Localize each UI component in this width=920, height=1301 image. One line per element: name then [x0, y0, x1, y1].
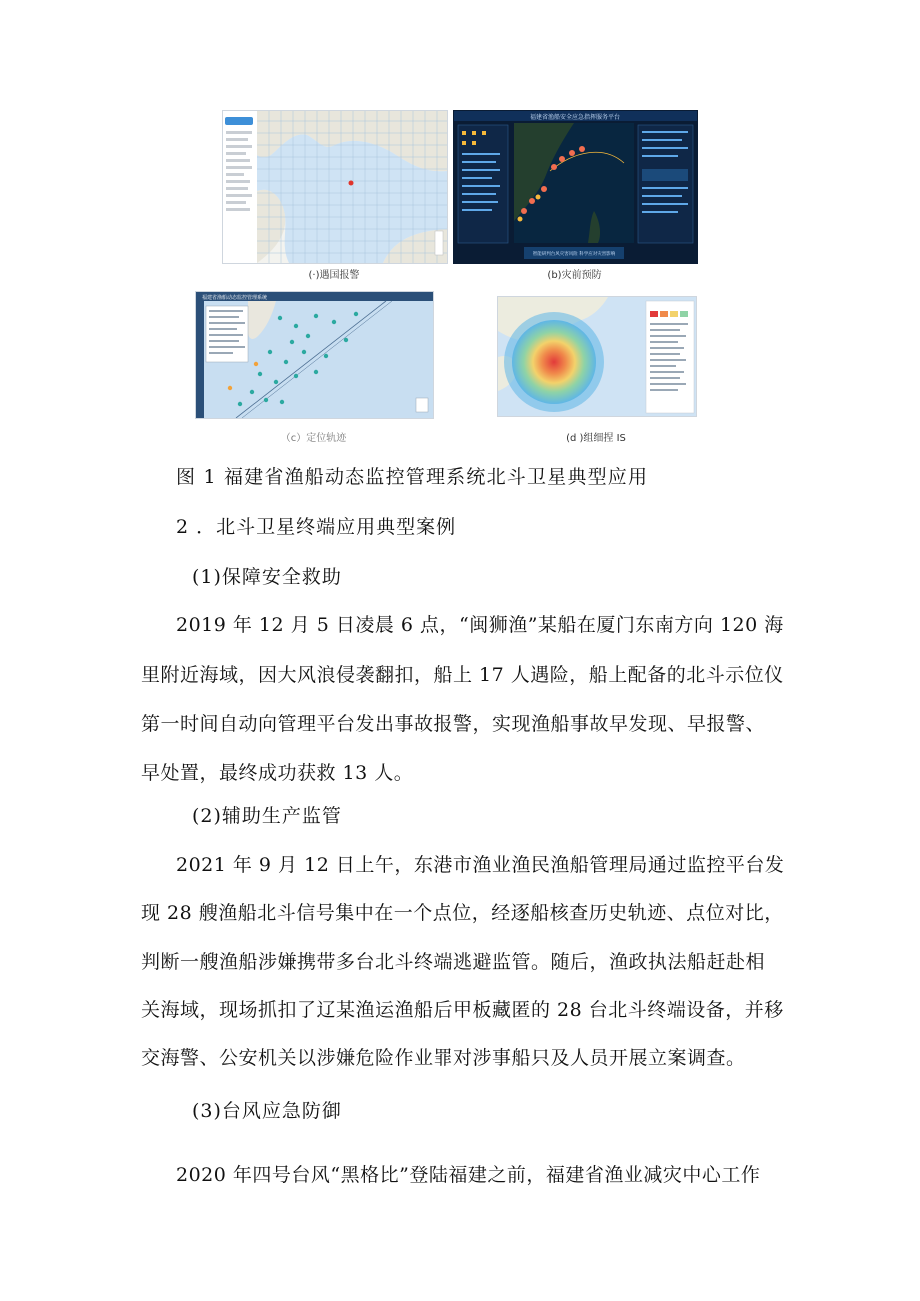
figure-title: 图 1 福建省渔船动态监控管理系统北斗卫星典型应用 — [176, 466, 649, 488]
sub2-line-2: 现 28 艘渔船北斗信号集中在一个点位，经逐船核查历史轨迹、点位对比， — [141, 902, 784, 924]
section-heading: 2 ．北斗卫星终端应用典型案例 — [176, 516, 457, 538]
sub1-line-2: 里附近海域，因大风浪侵袭翻扣，船上 17 人遇险，船上配备的北斗示位仪 — [141, 664, 784, 686]
sub2-line-4: 关海域，现场抓扣了辽某渔运渔船后甲板藏匿的 28 台北斗终端设备，并移 — [141, 999, 784, 1021]
sub3-line-1: 2020 年四号台风“黑格比”登陆福建之前，福建省渔业减灾中心工作 — [176, 1164, 761, 1186]
figure-d-typhoon-influence — [497, 296, 697, 417]
sub2-line-5: 交海警、公安机关以涉嫌危险作业罪对涉事船只及人员开展立案调查。 — [141, 1047, 746, 1069]
typhoon-center — [512, 320, 596, 404]
sub2-heading: (2)辅助生产监管 — [192, 805, 342, 827]
caption-d: (d )组细捏 IS — [566, 433, 626, 444]
track-system-title: 福建省渔船动态监控管理系统 — [202, 295, 268, 301]
caption-a: (·)遇国报警 — [308, 270, 360, 281]
sub1-heading: (1)保障安全救助 — [192, 566, 342, 588]
sub1-line-4: 早处置，最终成功获救 13 人。 — [141, 762, 414, 784]
caption-c: （c）定位轨迹 — [280, 433, 347, 444]
figure-c-positioning-track — [195, 291, 434, 419]
sub2-line-1: 2021 年 9 月 12 日上午，东港市渔业渔民渔船管理局通过监控平台发 — [176, 854, 785, 876]
dashboard-banner: 智能研判台风灾害风险 科学应对灾害影响 — [532, 252, 616, 257]
sub3-heading: (3)台风应急防御 — [192, 1100, 342, 1122]
sub1-line-1: 2019 年 12 月 5 日凌晨 6 点，“闽狮渔”某船在厦门东南方向 120 海 — [176, 614, 784, 636]
figure-a-alarm-map — [222, 110, 448, 264]
dashboard-title: 福建省渔船安全应急指挥服务平台 — [529, 114, 621, 121]
figure-b-typhoon-dashboard — [453, 110, 698, 264]
caption-b: (b)灾前预防 — [547, 270, 602, 281]
alarm-marker — [349, 181, 354, 186]
sub2-line-3: 判断一艘渔船涉嫌携带多台北斗终端逃避监管。随后，渔政执法船赶赴相 — [141, 951, 766, 973]
sub1-line-3: 第一时间自动向管理平台发出事故报警，实现渔船事故早发现、早报警、 — [141, 713, 766, 735]
